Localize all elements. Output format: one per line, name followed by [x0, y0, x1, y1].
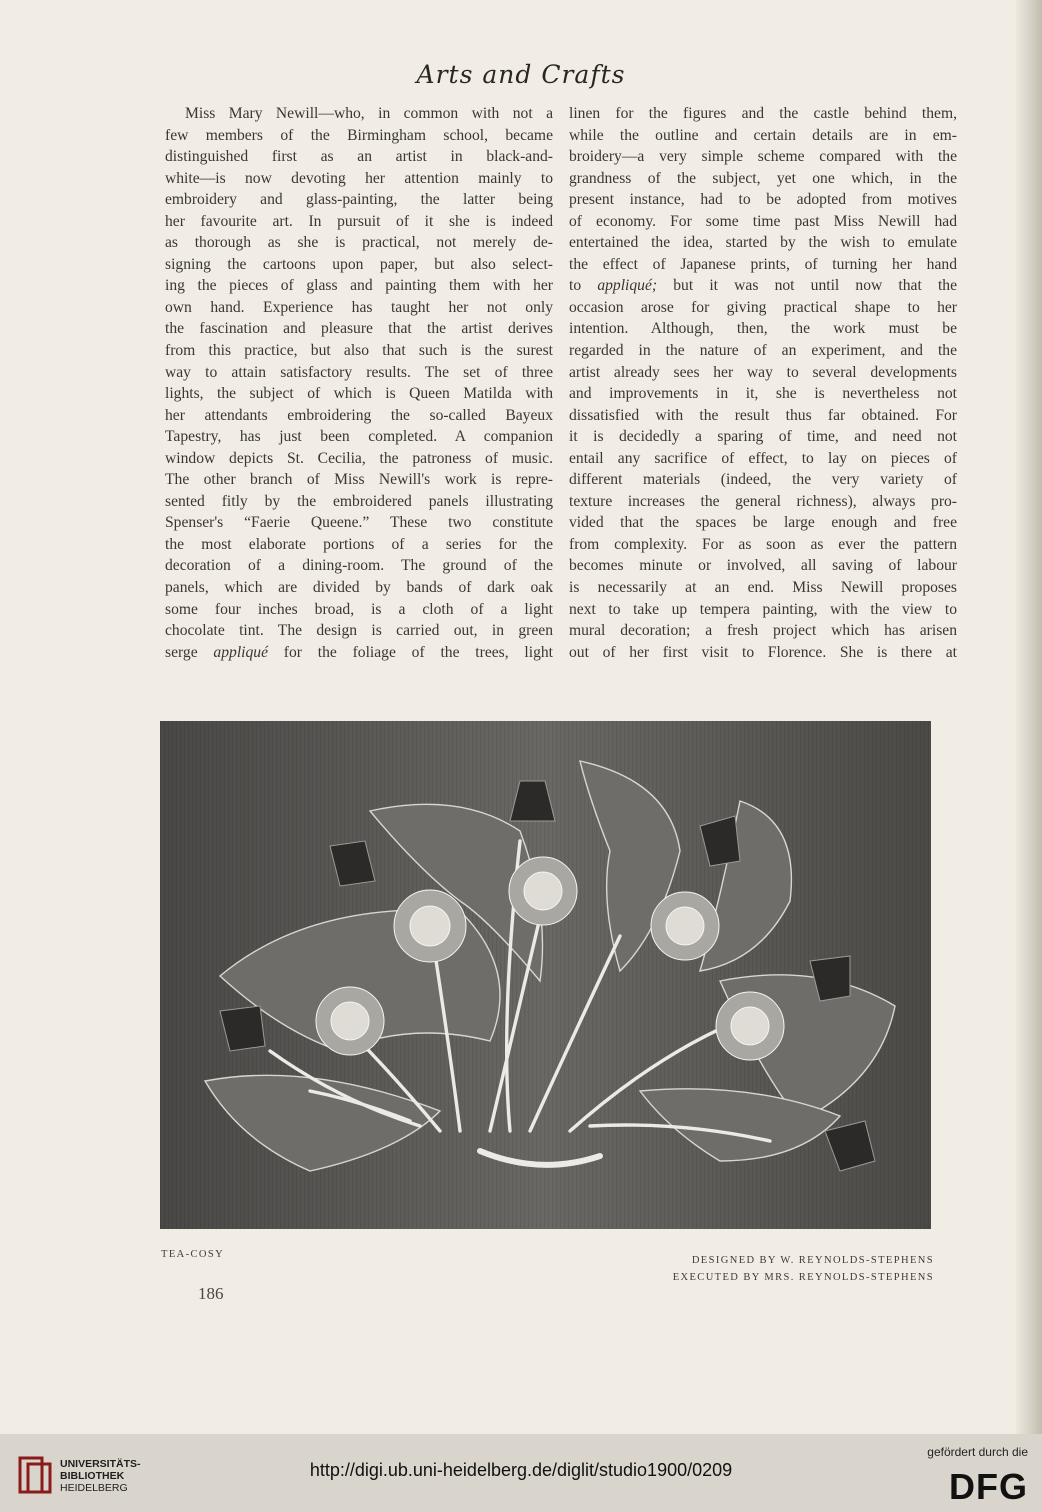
- text-line: distinguished first as an artist in black-and-: [165, 148, 553, 166]
- text-line: chocolate tint. The design is carried out, in green: [165, 622, 553, 640]
- permalink-url[interactable]: http://digi.ub.uni-heidelberg.de/diglit/studio1900/0209: [309, 1460, 733, 1480]
- text-line: from complexity. For as soon as ever the pattern: [569, 535, 957, 553]
- text-line: intention. Although, then, the work must be: [569, 320, 957, 338]
- text-column-left: [165, 103, 553, 663]
- text-line: few members of the Birmingham school, became: [165, 126, 553, 144]
- text-line: becomes minute or involved, all saving of labour: [569, 557, 957, 575]
- text-line: grandness of the subject, yet one which, in the: [569, 169, 957, 187]
- text-line: ing the pieces of glass and painting them with her: [165, 277, 553, 295]
- text-line: white—is now devoting her attention mainly to: [165, 169, 553, 187]
- funding-note: gefördert durch die: [927, 1445, 1028, 1459]
- text-line: entertained the idea, started by the wish to emulate: [569, 234, 957, 252]
- text-line: occasion arose for giving practical shape to her: [569, 298, 957, 316]
- plate-credit-designer: DESIGNED BY W. REYNOLDS-STEPHENS: [691, 1255, 934, 1266]
- text-line: the most elaborate portions of a series for the: [165, 535, 553, 553]
- tea-cosy-photograph: [160, 721, 931, 1229]
- text-line: of economy. For some time past Miss Newill had: [569, 212, 957, 230]
- italic-term: appliqué;: [597, 277, 658, 295]
- text-line: mural decoration; a fresh project which has arisen: [569, 622, 957, 640]
- text-line: decoration of a dining-room. The ground of the: [165, 557, 553, 575]
- text-line: it is decidedly a sparing of time, and need not: [569, 428, 957, 446]
- text-line: while the outline and certain details are in em-: [569, 126, 957, 144]
- text-line: from this practice, but also that such is the surest: [165, 342, 553, 360]
- text-line: own hand. Experience has taught her not only: [165, 298, 553, 316]
- text-line: next to take up tempera painting, with the view to: [569, 600, 957, 618]
- text-line: serge appliqué for the foliage of the trees, light: [165, 643, 554, 661]
- text-line: texture increases the general richness), always pro-: [569, 492, 957, 510]
- text-line: her favourite art. In pursuit of it she is indeed: [165, 212, 553, 230]
- text-line: and improvements in it, she is nevertheless not: [569, 385, 957, 403]
- text-line: entail any sacrifice of effect, to lay on pieces of: [569, 449, 957, 467]
- text-line: Miss Mary Newill—who, in common with not a: [185, 105, 553, 122]
- text-line: the fascination and pleasure that the artist derives: [165, 320, 553, 338]
- running-head: Arts and Crafts: [416, 60, 626, 89]
- text-line: linen for the figures and the castle behind them,: [569, 105, 957, 122]
- text-line: broidery—a very simple scheme compared with the: [569, 148, 957, 166]
- library-name: UNIVERSITÄTS- BIBLIOTHEK HEIDELBERG: [60, 1458, 141, 1494]
- text-line: lights, the subject of which is Queen Matilda with: [165, 385, 553, 403]
- text-line: panels, which are divided by bands of dark oak: [165, 579, 553, 597]
- text-line: regarded in the nature of an experiment, and the: [569, 342, 957, 360]
- dfg-logo-icon: DFG: [949, 1466, 1028, 1507]
- text-line: dissatisfied with the result thus far obtained. For: [569, 406, 957, 424]
- text-line: her attendants embroidering the so-called Bayeux: [165, 406, 553, 424]
- text-line: The other branch of Miss Newill's work is repre-: [165, 471, 553, 489]
- text-line: sented fitly by the embroidered panels illustrating: [165, 492, 553, 510]
- page-number: 186: [198, 1284, 224, 1303]
- text-line: artist already sees her way to several developments: [569, 363, 957, 381]
- text-line: to appliqué; but it was not until now that the: [569, 277, 958, 295]
- text-column-right: [569, 103, 957, 663]
- text-line: Spenser's “Faerie Queene.” These two constitute: [165, 514, 553, 532]
- digitization-footer: [0, 1434, 1042, 1512]
- text-line: the effect of Japanese prints, of turning her hand: [569, 255, 957, 273]
- text-line: vided that the spaces be large enough and free: [569, 514, 957, 532]
- italic-term: appliqué: [213, 643, 268, 661]
- text-line: different materials (indeed, the very variety of: [569, 471, 957, 489]
- text-line: signing the cartoons upon paper, but also select-: [165, 255, 553, 273]
- text-line: is necessarily at an end. Miss Newill proposes: [569, 579, 957, 597]
- embroidery-illustration: [160, 721, 931, 1229]
- text-line: out of her first visit to Florence. She is there at: [569, 643, 957, 661]
- plate-title: TEA-COSY: [161, 1249, 225, 1260]
- text-line: as thorough as she is practical, not merely de-: [165, 234, 553, 252]
- text-line: some four inches broad, is a cloth of a light: [165, 600, 553, 618]
- binding-edge: [1016, 0, 1042, 1434]
- text-line: present instance, had to be adopted from motives: [569, 191, 957, 209]
- plate-credit-executor: EXECUTED BY MRS. REYNOLDS-STEPHENS: [672, 1272, 934, 1283]
- text-line: embroidery and glass-painting, the latter being: [165, 191, 553, 209]
- text-line: Tapestry, has just been completed. A companion: [165, 428, 553, 446]
- text-line: way to attain satisfactory results. The set of three: [165, 363, 553, 381]
- text-line: window depicts St. Cecilia, the patroness of music.: [165, 449, 553, 467]
